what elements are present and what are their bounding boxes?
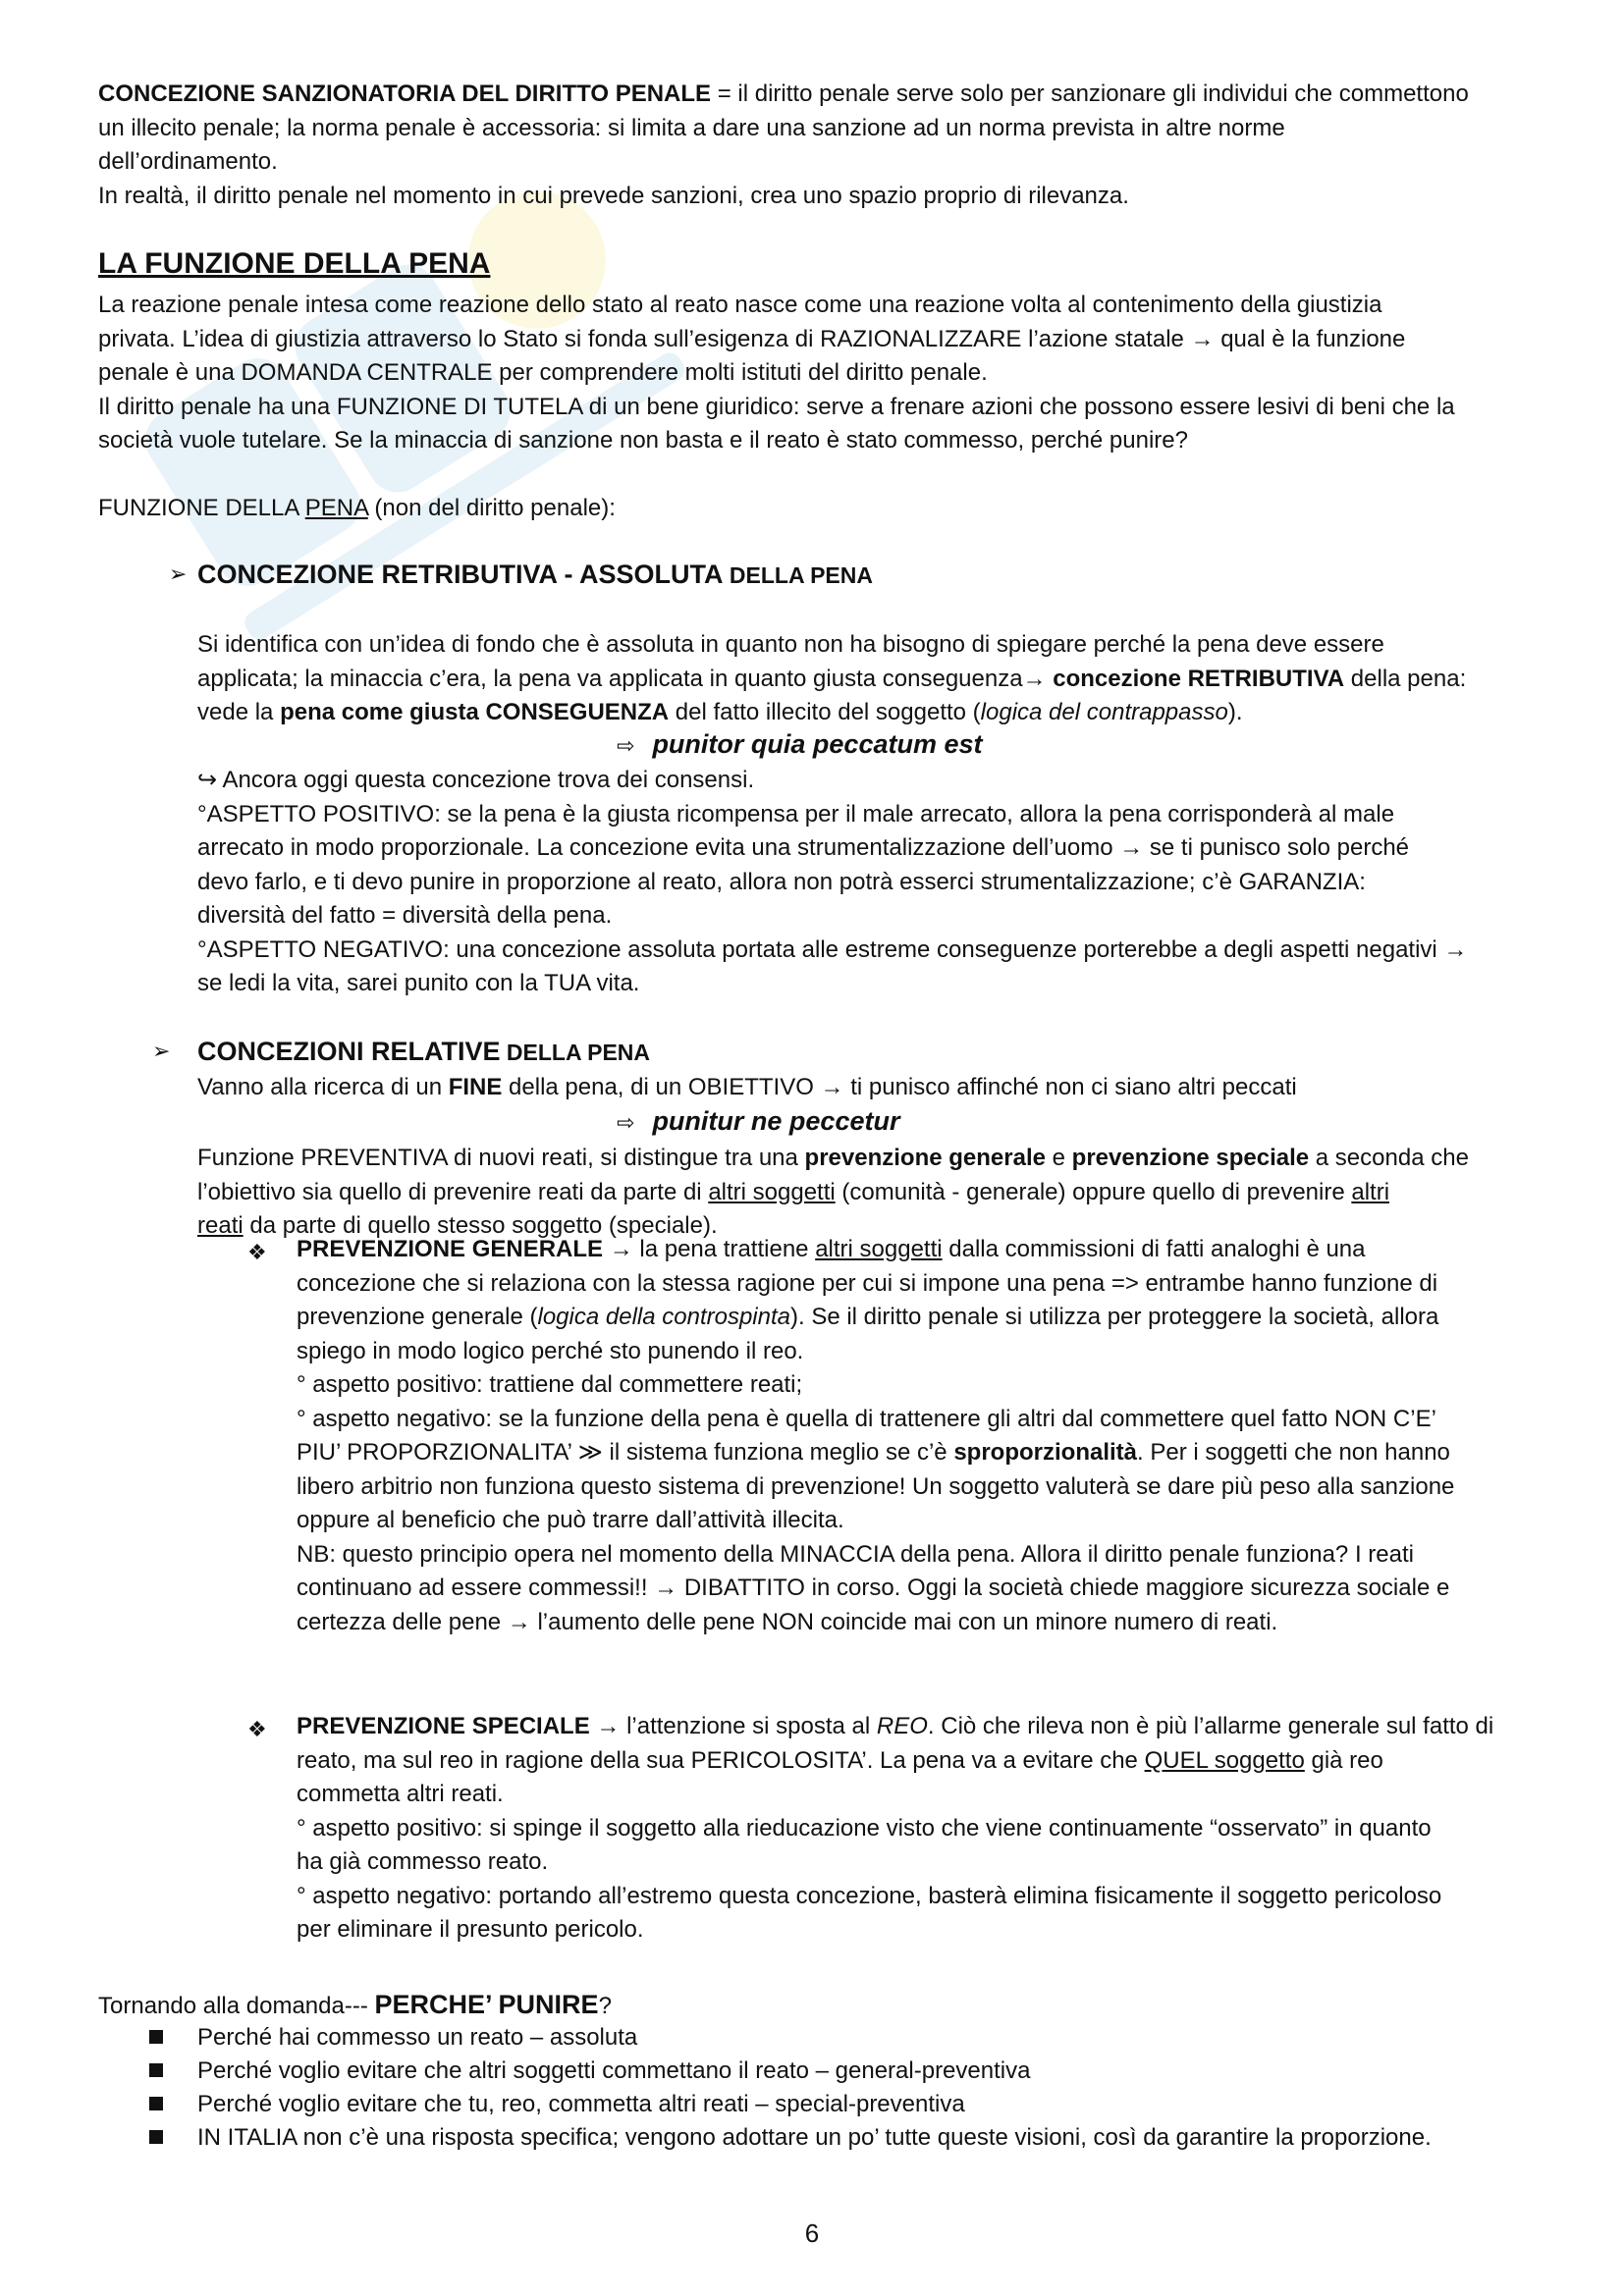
text: → la pena trattiene bbox=[603, 1236, 816, 1262]
text-line: libero arbitrio non funziona questo sistema di prevenzione! Un soggetto valuterà se dare più peso alla sanzione bbox=[297, 1472, 1455, 1500]
text: prevenzione generale ( bbox=[297, 1304, 538, 1330]
text: pena come giusta CONSEGUENZA bbox=[280, 699, 670, 725]
latin-text: punitor quia peccatum est bbox=[652, 729, 983, 759]
text: della pena: bbox=[1344, 665, 1467, 692]
text: (non del diritto penale): bbox=[367, 495, 616, 521]
speciale-body bbox=[297, 1710, 1563, 1948]
intro-text: = il diritto penale serve solo per sanzionare gli individui che commettono bbox=[711, 80, 1469, 107]
text-line: commetta altri reati. bbox=[297, 1781, 504, 1807]
list-item: Perché hai commesso un reato – assoluta bbox=[197, 2024, 638, 2051]
text-line: La reazione penale intesa come reazione dello stato al reato nasce come una reazione volta al contenimento della giustizia bbox=[98, 292, 1382, 318]
latin-motto bbox=[617, 1104, 899, 1141]
text: applicata; la minaccia c’era, la pena va applicata in quanto giusta conseguenza→ bbox=[197, 665, 1054, 692]
funzione-label bbox=[98, 492, 616, 526]
intro-paragraph bbox=[98, 78, 1532, 213]
text-line: Si identifica con un’idea di fondo che è assoluta in quanto non ha bisogno di spiegare perché la pena deve essere bbox=[197, 631, 1384, 658]
diamond-bullet-icon: ❖ bbox=[247, 1717, 267, 1741]
text: concezione RETRIBUTIVA bbox=[1053, 665, 1345, 692]
arrow-bullet-icon: ➢ bbox=[152, 1039, 171, 1063]
intro-text: un illecito penale; la norma penale è accessoria: si limita a dare una sanzione ad un norma prevista in altre norme bbox=[98, 114, 1285, 141]
text: ? bbox=[598, 1993, 612, 2019]
latin-text: punitur ne peccetur bbox=[652, 1106, 900, 1136]
page-number: 6 bbox=[804, 2218, 820, 2248]
text: (comunità - generale) oppure quello di prevenire bbox=[835, 1178, 1352, 1205]
text: QUEL soggetto bbox=[1144, 1746, 1305, 1774]
text: reato, ma sul reo in ragione della sua PERICOLOSITA’. La pena va a evitare che bbox=[297, 1746, 1145, 1774]
text: del fatto illecito del soggetto ( bbox=[669, 699, 981, 725]
text-line: oppure al beneficio che può trarre dall’attività illecita. bbox=[297, 1507, 844, 1533]
retributiva-body-2 bbox=[197, 764, 1552, 1001]
square-bullet-icon bbox=[149, 2130, 163, 2144]
hollow-arrow-icon: ⇨ bbox=[617, 733, 635, 758]
speciale-heading: PREVENZIONE SPECIALE bbox=[297, 1713, 590, 1739]
text: da parte di quello stesso soggetto (speciale). bbox=[243, 1212, 718, 1239]
text-line: arrecato in modo proporzionale. La concezione evita una strumentalizzazione dell’uomo → se ti punisco solo perché bbox=[197, 834, 1410, 861]
section-title: LA FUNZIONE DELLA PENA bbox=[98, 247, 491, 280]
hollow-arrow-icon: ⇨ bbox=[617, 1110, 635, 1135]
text: PENA bbox=[304, 495, 368, 521]
section-paragraph bbox=[98, 289, 1542, 458]
text: . Ciò che rileva non è più l’allarme generale sul fatto di bbox=[927, 1713, 1494, 1739]
text: logica del contrappasso bbox=[980, 699, 1228, 725]
text: già reo bbox=[1304, 1746, 1383, 1774]
heading-text: DELLA PENA bbox=[500, 1040, 651, 1065]
text-line: Il diritto penale ha una FUNZIONE DI TUTELA di un bene giuridico: serve a frenare azioni che possono essere lesivi di beni che la bbox=[98, 393, 1455, 420]
square-bullet-icon bbox=[149, 2097, 163, 2110]
heading-text: DELLA PENA bbox=[723, 562, 873, 588]
heading-text: CONCEZIONI RELATIVE bbox=[197, 1037, 501, 1066]
text-line: se ledi la vita, sarei punito con la TUA vita. bbox=[197, 970, 640, 996]
text: prevenzione speciale bbox=[1071, 1145, 1310, 1171]
retributiva-heading bbox=[197, 558, 873, 593]
text-line: per eliminare il presunto pericolo. bbox=[297, 1916, 644, 1943]
text-line: certezza delle pene → l’aumento delle pene NON coincide mai con un minore numero di reati. bbox=[297, 1608, 1278, 1635]
text: PIU’ PROPORZIONALITA’ ≫ il sistema funziona meglio se c’è bbox=[297, 1439, 954, 1466]
text: dalla commissioni di fatti analoghi è una bbox=[942, 1236, 1366, 1262]
list-item: Perché voglio evitare che tu, reo, commetta altri reati – special-preventiva bbox=[197, 2091, 965, 2117]
text-line: concezione che si relaziona con la stessa ragione per cui si impone una pena => entrambe hanno funzione di bbox=[297, 1269, 1438, 1297]
text-line: privata. L’idea di giustizia attraverso lo Stato si fonda sull’esigenza di RAZIONALIZZARE l’azione statale → qual è la funzione bbox=[98, 325, 1406, 352]
text-line: devo farlo, e ti devo punire in proporzione al reato, allora non potrà esserci strumentalizzazione; c’è GARANZIA: bbox=[197, 868, 1366, 895]
arrow-bullet-icon: ➢ bbox=[169, 561, 188, 586]
text-line: ° aspetto positivo: trattiene dal commettere reati; bbox=[297, 1371, 803, 1398]
text: Vanno alla ricerca di un bbox=[197, 1074, 449, 1100]
text: reati bbox=[197, 1212, 244, 1239]
relative-body bbox=[197, 1071, 1552, 1105]
text: l’obiettivo sia quello di prevenire reati da parte di bbox=[197, 1178, 709, 1205]
text: prevenzione generale bbox=[804, 1145, 1046, 1171]
text-line: ° aspetto positivo: si spinge il soggetto alla rieducazione visto che viene continuamente “osservato” in quanto bbox=[297, 1814, 1432, 1842]
heading-text: CONCEZIONE RETRIBUTIVA - ASSOLUTA bbox=[197, 560, 724, 589]
text-line: °ASPETTO NEGATIVO: una concezione assoluta portata alle estreme conseguenze porterebbe a degli aspetti negativi → bbox=[197, 935, 1468, 963]
text: sproporzionalità bbox=[953, 1439, 1138, 1466]
text: altri bbox=[1351, 1178, 1390, 1205]
text: Tornando alla domanda--- bbox=[98, 1993, 375, 2019]
diamond-bullet-icon: ❖ bbox=[247, 1240, 267, 1264]
text: . Per i soggetti che non hanno bbox=[1137, 1439, 1450, 1466]
text: della pena, di un OBIETTIVO → ti punisco affinché non ci siano altri peccati bbox=[502, 1074, 1297, 1100]
text-line: società vuole tutelare. Se la minaccia di sanzione non basta e il reato è stato commesso, perché punire? bbox=[98, 427, 1188, 454]
list-item: IN ITALIA non c’è una risposta specifica; vengono adottare un po’ tutte queste visioni, così da garantire la proporzione. bbox=[197, 2124, 1432, 2151]
relative-body-2 bbox=[197, 1142, 1552, 1244]
square-bullet-icon bbox=[149, 2063, 163, 2077]
text: logica della controspinta bbox=[537, 1304, 790, 1330]
intro-reality: In realtà, il diritto penale nel momento in cui prevede sanzioni, crea uno spazio proprio di rilevanza. bbox=[98, 182, 1129, 209]
conclusion-lead bbox=[98, 1988, 612, 2024]
text-line: ↪ Ancora oggi questa concezione trova dei consensi. bbox=[197, 767, 755, 793]
list-item: Perché voglio evitare che altri soggetti commettano il reato – general-preventiva bbox=[197, 2057, 1031, 2084]
generale-body bbox=[297, 1233, 1563, 1639]
intro-term: CONCEZIONE SANZIONATORIA DEL DIRITTO PENALE bbox=[98, 80, 712, 107]
latin-motto bbox=[617, 727, 983, 764]
text: REO bbox=[876, 1713, 928, 1739]
text-line: NB: questo principio opera nel momento della MINACCIA della pena. Allora il diritto penale funziona? I reati bbox=[297, 1540, 1414, 1568]
conclusion-question: PERCHE’ PUNIRE bbox=[374, 1990, 599, 2019]
text-line: ha già commesso reato. bbox=[297, 1848, 549, 1875]
text-line: °ASPETTO POSITIVO: se la pena è la giusta ricompensa per il male arrecato, allora la pena corrisponderà al male bbox=[197, 800, 1395, 828]
text: Funzione PREVENTIVA di nuovi reati, si distingue tra una bbox=[197, 1145, 805, 1171]
text: altri soggetti bbox=[708, 1178, 836, 1205]
text: vede la bbox=[197, 699, 281, 725]
text: a seconda che bbox=[1309, 1145, 1469, 1171]
square-bullet-icon bbox=[149, 2030, 163, 2044]
intro-text: dell’ordinamento. bbox=[98, 148, 278, 175]
text-line: continuano ad essere commessi!! → DIBATTITO in corso. Oggi la società chiede maggiore sicurezza sociale e bbox=[297, 1575, 1450, 1601]
text: ). bbox=[1227, 699, 1243, 725]
text-line: spiego in modo logico perché sto punendo il reo. bbox=[297, 1337, 804, 1364]
text-line: diversità del fatto = diversità della pena. bbox=[197, 902, 613, 929]
text: → l’attenzione si sposta al bbox=[589, 1713, 877, 1739]
text: FINE bbox=[448, 1074, 503, 1100]
generale-heading: PREVENZIONE GENERALE bbox=[297, 1236, 604, 1262]
relative-heading bbox=[197, 1035, 650, 1070]
text: altri soggetti bbox=[815, 1236, 943, 1262]
retributiva-body bbox=[197, 628, 1552, 730]
text-line: penale è una DOMANDA CENTRALE per comprendere molti istituti del diritto penale. bbox=[98, 359, 988, 386]
text: FUNZIONE DELLA bbox=[98, 495, 305, 521]
text-line: ° aspetto negativo: portando all’estremo questa concezione, basterà elimina fisicamente il soggetto pericoloso bbox=[297, 1882, 1442, 1909]
text-line: ° aspetto negativo: se la funzione della pena è quella di trattenere gli altri dal commettere quel fatto NON C’E’ bbox=[297, 1405, 1436, 1432]
text: ). Se il diritto penale si utilizza per proteggere la società, allora bbox=[790, 1304, 1439, 1330]
text: e bbox=[1045, 1145, 1072, 1171]
